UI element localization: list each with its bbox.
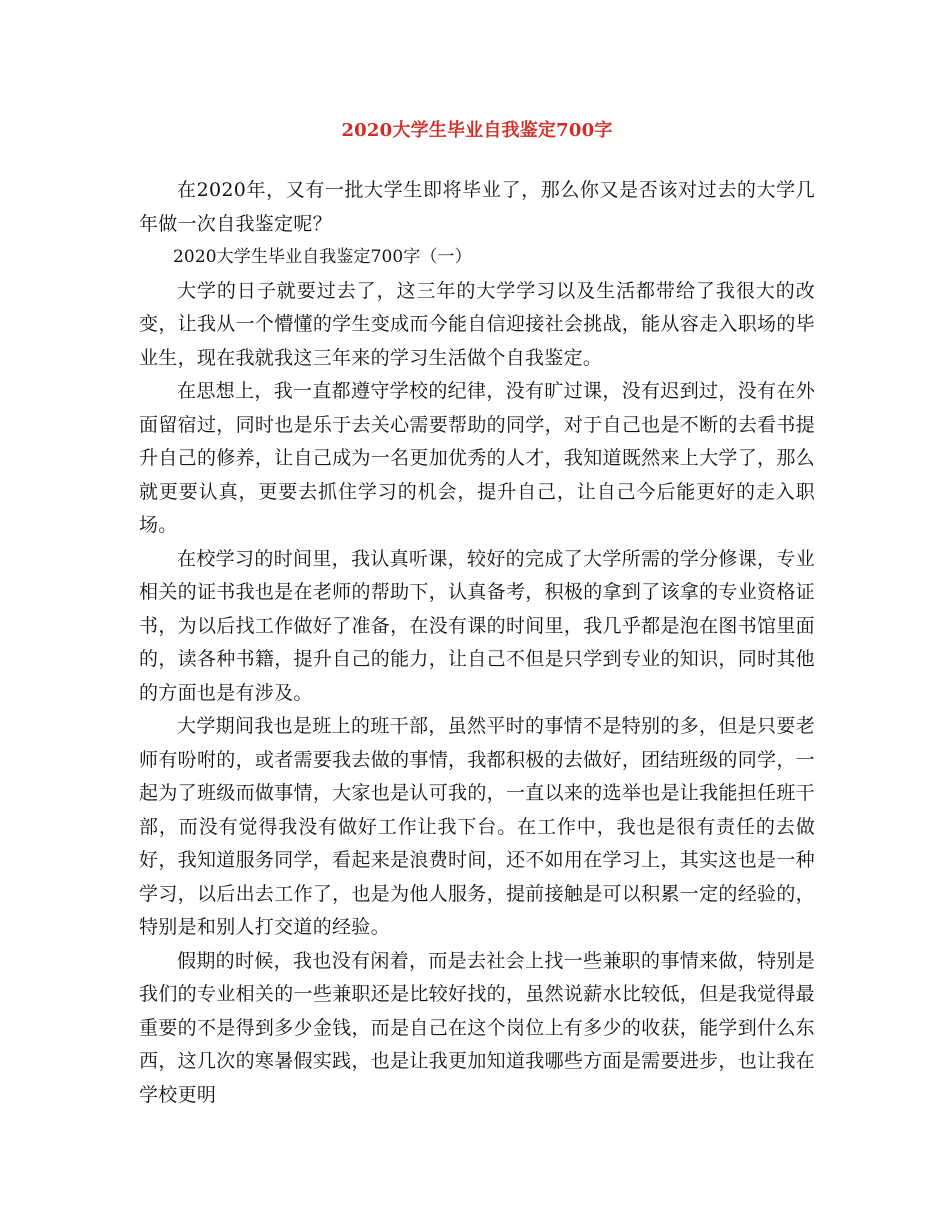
body-paragraph-5: 假期的时候，我也没有闲着，而是去社会上找一些兼职的事情来做，特别是我们的专业相关的一些兼职还是比较好找的，虽然说薪水比较低，但是我觉得最重要的不是得到多少金钱，而是自己在这个岗位上有多少的收获，能学到什么东西，这几次的寒暑假实践，也是让我更加知道我哪些方面是需要进步，也让我在学校更明	[139, 949, 815, 1106]
document-title: 2020大学生毕业自我鉴定700字	[341, 120, 613, 141]
section-heading: 2020大学生毕业自我鉴定700字（一）	[173, 247, 472, 267]
body-paragraph-3: 在校学习的时间里，我认真听课，较好的完成了大学所需的学分修课，专业相关的证书我也是在老师的帮助下，认真备考，积极的拿到了该拿的专业资格证书，为以后找工作做好了准备，在没有课的时间里，我几乎都是泡在图书馆里面的，读各种书籍，提升自己的能力，让自己不但是只学到专业的知识，同时其他的方面也是有涉及。	[139, 547, 815, 704]
document-page	[139, 118, 815, 1112]
body-paragraph-4: 大学期间我也是班上的班干部，虽然平时的事情不是特别的多，但是只要老师有吩咐的，或者需要我去做的事情，我都积极的去做好，团结班级的同学，一起为了班级而做事情，大家也是认可我的，一直以来的选举也是让我能担任班干部，而没有觉得我没有做好工作让我下台。在工作中，我也是很有责任的去做好，我知道服务同学，看起来是浪费时间，还不如用在学习上，其实这也是一种学习，以后出去工作了，也是为他人服务，提前接触是可以积累一定的经验的，特别是和别人打交道的经验。	[139, 715, 815, 938]
body-paragraph-2: 在思想上，我一直都遵守学校的纪律，没有旷过课，没有迟到过，没有在外面留宿过，同时也是乐于去关心需要帮助的同学，对于自己也是不断的去看书提升自己的修养，让自己成为一名更加优秀的人才，我知道既然来上大学了，那么就更要认真，更要去抓住学习的机会，提升自己，让自己今后能更好的走入职场。	[139, 380, 815, 536]
intro-paragraph: 在2020年，又有一批大学生即将毕业了，那么你又是否该对过去的大学几年做一次自我鉴定呢？	[139, 179, 815, 235]
body-paragraph-1: 大学的日子就要过去了，这三年的大学学习以及生活都带给了我很大的改变，让我从一个懵懂的学生变成而今能自信迎接社会挑战，能从容走入职场的毕业生，现在我就我这三年来的学习生活做个自我鉴定。	[139, 279, 815, 369]
